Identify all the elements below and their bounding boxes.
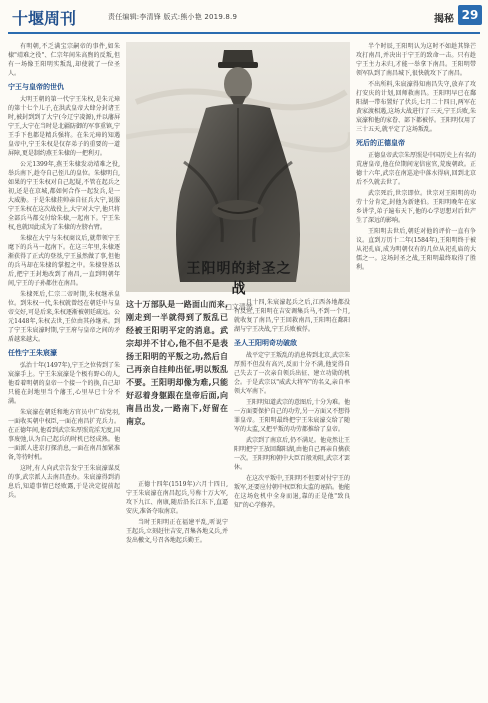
paragraph: 有明朝,不乏满宝宗嗣帝的事件,如朱棣"靖难之役"、仁宗年间朱高煦的反叛,但有一场像王阳明实叛乱,却使就了一位圣人。 [8,43,120,77]
wang-yangming-statue-image [126,42,350,292]
col4-body [356,42,476,134]
paragraph: 在这次平叛中,王阳明不但要对付宁王的叛军,还要应付朝中权臣和太监的诬陷。他能在这场危机中全身而退,靠的正是他"致良知"的心学修养。 [234,475,350,509]
subheading-enshrine: 死后的正德皇帝 [356,139,405,147]
editor-credits: 责任编辑:李清锋 版式:熊小艳 2019.8.9 [108,13,238,21]
article-author: □文清然 [225,303,253,311]
paragraph: 朱棣死后,仁宗二帝时期,朱权继承皇位。到朱权一代,朱权就曾经在朝廷中与皇帝交好,可是后来,朱权逐渐被朝廷疏远。公元1448年,朱权去世,王位由其孙继承。到了宁王朱宸濠时期,宁王府与皇帝之间的矛盾越来越大。 [8,291,120,343]
statue-illustration [126,42,350,292]
article-column-3 [234,298,350,695]
page-header [0,0,488,38]
pull-quote: 这十万部队是一路面山而来,刚走到一半就得到了叛乱已经被王阳明平定的消息。武宗却并不甘心,他不但不是表扬王阳明的平叛之功,然后自己再亲自挂帅出征,明以叛乱不要。王阳明却像为难,只能好忍着身躯跟在皇帝后面,向南昌出发,一路南下,好留在南京。 [126,300,228,426]
col1-origin-body [8,95,120,344]
paragraph: 大明王朝的第一代宁王朱权,是朱元璋的第十七个儿子,在洪武皇帝大肆分封诸王时,被封到到了大宁(今辽宁凌源),并以藩屏宁王,大宁在当时是北疆防御的军事重镇,宁王手下也都是精兵强将。在朱元璋的知遇皇帝中,宁王朱权是仅存弟子的重要的一道屏障,更是制约燕王朱棣的一把利刃。 [8,96,120,157]
page-number-badge: 29 [458,5,482,25]
paragraph: 弘治十年(1497年),宁王之位传到了朱宸濠手上。宁王朱宸濠是个极有野心的人,他看着明朝的皇帝一个接一个的换,自己却只能在封地里当个藩王,心里早已十分不满。 [8,362,120,405]
subheading-prince: 任性宁王朱宸濠 [8,349,57,357]
header-rule [8,32,480,34]
paragraph: 朱棣在大宁与朱权商议后,就带领宁王麾下的兵马一起南下。在这三年里,朱棣逐渐获得了正式的登基,宁王虽然做了事,但他的兵马却在朱棣的掌握之中。朱棣登基以后,把宁王封地改到了南昌,一直到明朝年间,宁王的子孙都住在南昌。 [8,235,120,287]
paragraph: 当时王阳明正在福建平乱,听说宁王起兵,立刻赶往吉安,召集各地义兵,并发出檄文,号召各地起兵勤王。 [126,519,228,544]
paragraph: 朱宸濠在朝廷和地方官员中广结党羽,一面收买朝中权臣,一面在南昌扩充兵力。在正德年间,他看到武宗朱厚照荒淫无度,国事废弛,认为自己起兵的时机已经成熟。他一面派人进京打探消息,一面在南昌加紧准备,等待时机。 [8,409,120,461]
paragraph: 这时,有人向武宗告发宁王朱宸濠谋反的事,武宗派人去南昌查办。朱宸濠得到消息后,知道事情已经败露,于是决定提前起兵。 [8,465,120,499]
col2-body [126,480,228,545]
col3-intro [234,298,350,334]
paragraph: 武宗到了南京后,仍不满足。他竟然让王阳明把宁王放回鄱阳湖,由他自己再亲自擒获一次。王阳明和朝中大臣百般劝阻,武宗才罢休。 [234,437,350,471]
paragraph: 不出所料,朱宸濠得知南昌失守,放弃了攻打安庆的计划,回师救南昌。王阳明早已在鄱阳湖一带布置好了伏兵,七月二十四日,两军在黄家渡相遇,这场大战进行了三天,宁王兵败,朱宸濠和他的家眷、部下都被俘。王阳明仅用了三十五天,就平定了这场叛乱。 [356,81,476,133]
paragraph: 王阳明知道武宗的意图后,十分为难。他一方面要保护自己的功劳,另一方面又不想得罪皇帝。王阳明最终把宁王朱宸濠交给了随军的太监,又把平叛的功劳都推给了皇帝。 [234,399,350,433]
article-title: 王阳明的封圣之战 [186,261,292,297]
subheading-origin: 宁王与皇帝的世仇 [8,83,64,91]
col1-intro [8,42,120,78]
paragraph: 武宗死后,世宗即位。世宗对王阳明的功劳十分肯定,封他为新建伯。王阳明晚年在家乡讲学,弟子遍布天下,他的心学思想对后世产生了深远的影响。 [356,190,476,224]
col3-battle-body [234,351,350,510]
col1-prince-body [8,361,120,500]
article-column-1 [8,42,120,695]
newspaper-brand: 十堰周刊 [12,9,77,28]
paragraph: 半个时辰,王阳明认为这时不如趁其锋芒攻打南昌,并决出于宁王的致命一击。只有趁宁王主力未归,才能一举拿下南昌。王阳明带领军队到了南昌城下,很快就攻下了南昌。 [356,43,476,77]
col4-enshrine-body [356,151,476,272]
section-label: 揭秘 [434,14,454,25]
paragraph: 战平定宁王叛乱的消息传到北京,武宗朱厚照不但没有高兴,反而十分不满,他觉得自己失去了一次亲自领兵出征、建立功勋的机会。于是武宗以"威武大将军"的名义,亲自率领大军南下。 [234,352,350,395]
paragraph: 王阳明去世后,朝廷对他的评价一直有争议。直到万历十二年(1584年),王阳明终于被从祀孔庙,成为明朝仅有的几位从祀孔庙的大儒之一。这场封圣之战,王阳明最终取得了胜利。 [356,228,476,271]
paragraph: 公元1399年,燕王朱棣发动靖难之役,举兵南下,趁夺自己侄儿的皇位。朱棣明白,如果的宁王朱权对自己起疑,不管在起兵之初,还是在京城,都如何合作一起发兵,是一大威胁。于是朱棣挂帅亲自征兵大宁,说服宁王朱权在这次战役上,大宁对大宁,他只将全部兵马都交付给朱棣,一起南下。宁王朱权,也就因此成为了朱棣的左膀右臂。 [8,161,120,231]
paragraph: 正德十四年(1519年)六月十四日,宁王朱宸濠在南昌起兵,号称十万大军,攻下九江、南康,随后沿长江东下,直逼安庆,准备夺取南京。 [126,481,228,515]
subheading-battle: 圣人王阳明奇功破敌 [234,339,297,347]
article-column-2 [126,480,228,695]
paragraph: 正德皇帝武宗朱厚照是中国历史上有名的荒唐皇帝,他在位期间宠信宦官,荒废朝政。正德十六年,武宗在南巡途中落水得病,回到北京后不久就去世了。 [356,152,476,186]
paragraph: 月十四,朱宸濠起兵之后,江西各地都没有反应,王阳明在吉安调集兵马,不到一个月,就收复了南昌,宁王回救南昌,王阳明在鄱阳湖与宁王决战,宁王兵败被俘。 [234,299,350,333]
article-column-4 [356,42,476,695]
